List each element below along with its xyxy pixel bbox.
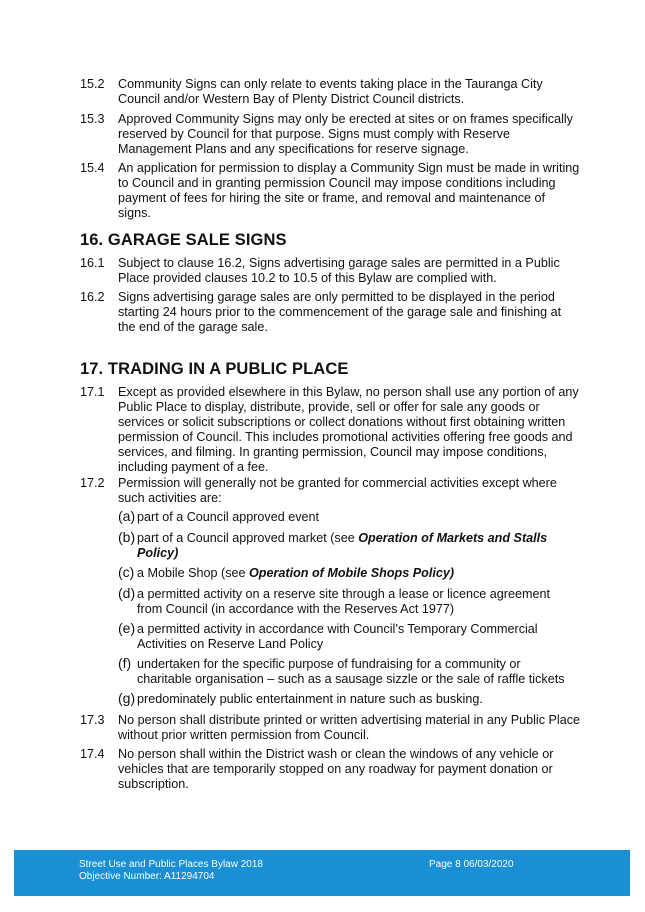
clause-number: 15.3: [80, 112, 105, 126]
footer-objective-number: Objective Number: A11294704: [79, 871, 215, 882]
sub-item-label: (b): [118, 529, 136, 545]
clause-number: 16.2: [80, 290, 105, 304]
policy-reference: Operation of Markets and Stalls Policy): [137, 531, 548, 560]
clause-number: 16.1: [80, 256, 105, 270]
sub-item-text: part of a Council approved market (see: [137, 531, 359, 545]
clause-text: Community Signs can only relate to events taking place in the Tauranga City Council and/or Western Bay of Plenty District Council districts.: [118, 77, 543, 106]
sub-item-text: predominately public entertainment in nature such as busking.: [137, 692, 483, 706]
clause-text: Permission will generally not be granted for commercial activities except where such activities are:: [118, 476, 557, 505]
clause-number: 17.2: [80, 476, 105, 490]
section-16-heading: 16. GARAGE SALE SIGNS: [80, 231, 287, 249]
sub-item-label: (f): [118, 655, 132, 671]
sub-item-label: (g): [118, 690, 136, 706]
footer-page-date: Page 8 06/03/2020: [429, 859, 514, 870]
sub-item-text: a permitted activity on a reserve site through a lease or licence agreement from Council (in accordance with the Reserves Act 1977): [137, 587, 551, 616]
page-footer: [14, 850, 630, 896]
clause-text: No person shall distribute printed or written advertising material in any Public Place without prior written permission from Council.: [118, 713, 580, 742]
clause-text: An application for permission to display a Community Sign must be made in writing to Council and in granting permission Council may impose conditions including payment of fees for hiring the site or frame, and removal and maintenance of signs.: [118, 161, 580, 220]
clause-number: 15.2: [80, 77, 105, 91]
sub-item-text: a permitted activity in accordance with Council’s Temporary Commercial Activities on Reserve Land Policy: [137, 622, 538, 651]
sub-item-label: (c): [118, 564, 135, 580]
sub-item-label: (d): [118, 585, 136, 601]
clause-number: 15.4: [80, 161, 105, 175]
sub-item-text: part of a Council approved event: [137, 510, 320, 524]
clause-number: 17.3: [80, 713, 105, 727]
clause-text: Except as provided elsewhere in this Bylaw, no person shall use any portion of any Public Place to display, distribute, provide, sell or offer for sale any goods or services or solicit subscriptions or collect donations without first obtaining written permission of Council. This includes promotional activities offering free goods and services, and filming. In granting permission, Council may impose conditions, including payment of a fee.: [118, 385, 579, 474]
policy-reference: Operation of Mobile Shops Policy): [249, 566, 455, 580]
sub-item-text: a Mobile Shop (see: [137, 566, 250, 580]
sub-item-label: (a): [118, 508, 136, 524]
clause-text: Signs advertising garage sales are only permitted to be displayed in the period starting 24 hours prior to the commencement of the garage sale and finishing at the end of the garage sale.: [118, 290, 562, 334]
clause-number: 17.1: [80, 385, 105, 399]
footer-document-title: Street Use and Public Places Bylaw 2018: [79, 859, 263, 870]
clause-number: 17.4: [80, 747, 105, 761]
sub-item-label: (e): [118, 620, 136, 636]
clause-text: Approved Community Signs may only be erected at sites or on frames specifically reserved by Council for that purpose. Signs must comply with Reserve Management Plans and any specifications for reserve signage.: [118, 112, 573, 156]
clause-text: No person shall within the District wash or clean the windows of any vehicle or vehicles that are temporarily stopped on any roadway for payment donation or subscription.: [118, 747, 554, 791]
section-17-heading: 17. TRADING IN A PUBLIC PLACE: [80, 360, 349, 378]
sub-item-text: undertaken for the specific purpose of fundraising for a community or charitable organisation – such as a sausage sizzle or the sale of raffle tickets: [137, 657, 565, 686]
clause-text: Subject to clause 16.2, Signs advertising garage sales are permitted in a Public Place provided clauses 10.2 to 10.5 of this Bylaw are complied with.: [118, 256, 560, 285]
